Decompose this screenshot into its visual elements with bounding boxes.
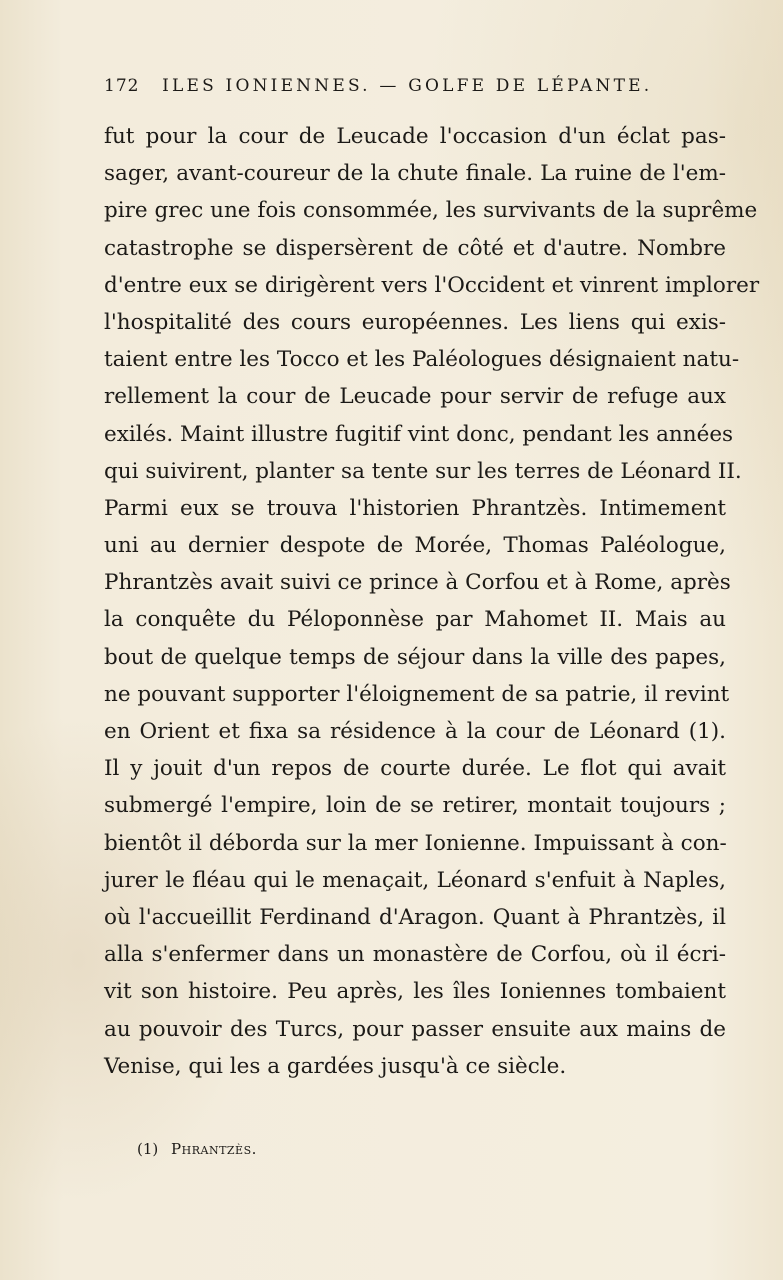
text-line: qui suivirent, planter sa tente sur les terres de Léonard II.: [104, 458, 742, 484]
footnote: [137, 1140, 257, 1158]
text-line: où l'accueillit Ferdinand d'Aragon. Quant à Phrantzès, il: [104, 904, 726, 930]
text-line: sager, avant-coureur de la chute finale. La ruine de l'em-: [104, 161, 726, 187]
text-line: Parmi eux se trouva l'historien Phrantzès. Intimement: [104, 495, 726, 521]
text-line: alla s'enfermer dans un monastère de Corfou, où il écri-: [104, 942, 726, 968]
footnote-text: Phrantzès.: [171, 1140, 257, 1158]
text-line: exilés. Maint illustre fugitif vint donc, pendant les années: [104, 421, 734, 447]
text-line: taient entre les Tocco et les Paléologues désignaient natu-: [104, 347, 740, 373]
text-line: bientôt il déborda sur la mer Ionienne. Impuissant à con-: [104, 830, 727, 856]
text-line: d'entre eux se dirigèrent vers l'Occident et vinrent implorer: [104, 272, 760, 298]
text-line: fut pour la cour de Leucade l'occasion d'un éclat pas-: [104, 124, 726, 149]
text-line: catastrophe se dispersèrent de côté et d'autre. Nombre: [104, 235, 726, 261]
running-head-title: ILES IONIENNES. — GOLFE DE LÉPANTE.: [162, 76, 653, 96]
text-line: la conquête du Péloponnèse par Mahomet II. Mais au: [104, 607, 726, 633]
footnote-marker: (1): [137, 1140, 159, 1158]
text-line: uni au dernier despote de Morée, Thomas Paléologue,: [104, 533, 726, 559]
text-line: Il y jouit d'un repos de courte durée. Le flot qui avait: [104, 756, 726, 782]
body-paragraph: [104, 118, 760, 1085]
text-line: en Orient et fixa sa résidence à la cour de Léonard (1).: [104, 719, 726, 744]
text-line: ne pouvant supporter l'éloignement de sa patrie, il revint: [104, 681, 730, 707]
text-line: Venise, qui les a gardées jusqu'à ce siècle.: [104, 1053, 567, 1079]
text-line: submergé l'empire, loin de se retirer, montait toujours ;: [104, 793, 726, 819]
text-line: bout de quelque temps de séjour dans la ville des papes,: [104, 644, 726, 670]
text-line: vit son histoire. Peu après, les îles Ioniennes tombaient: [104, 979, 726, 1005]
running-head: [104, 76, 684, 96]
text-line: l'hospitalité des cours européennes. Les liens qui exis-: [104, 309, 726, 335]
text-line: rellement la cour de Leucade pour servir de refuge aux: [104, 384, 726, 410]
page-number: 172: [104, 76, 140, 96]
text-line: au pouvoir des Turcs, pour passer ensuite aux mains de: [104, 1016, 726, 1042]
text-line: Phrantzès avait suivi ce prince à Corfou et à Rome, après: [104, 570, 731, 596]
text-line: jurer le fléau qui le menaçait, Léonard s'enfuit à Naples,: [104, 867, 726, 893]
text-line: pire grec une fois consommée, les survivants de la suprême: [104, 198, 758, 224]
